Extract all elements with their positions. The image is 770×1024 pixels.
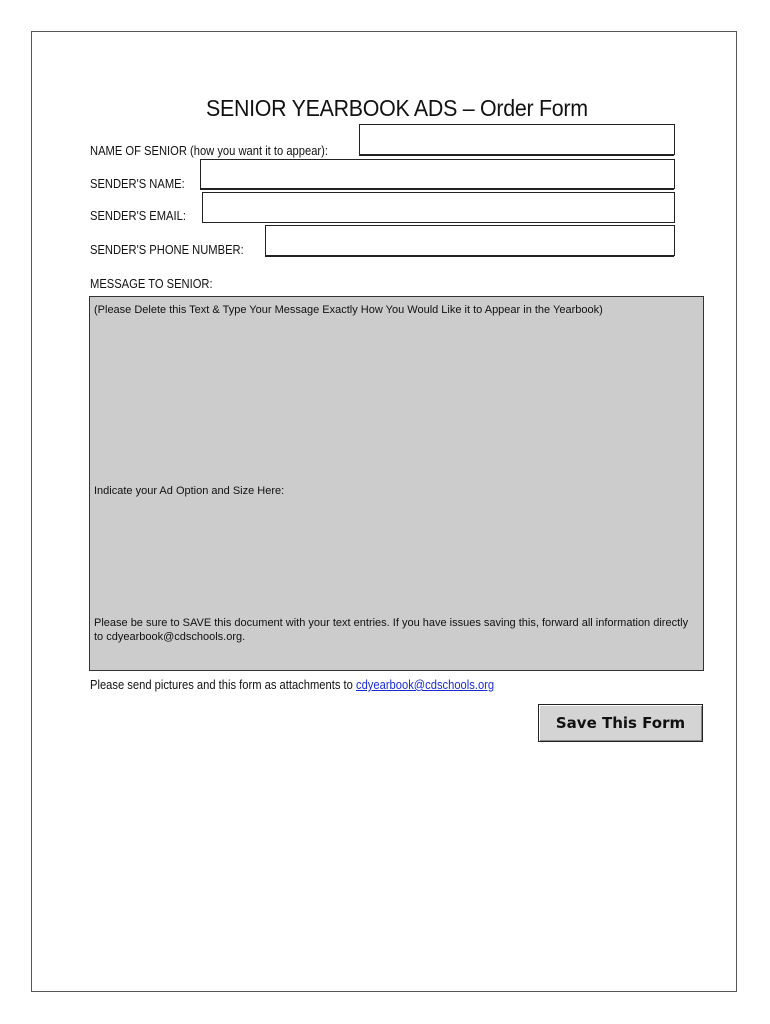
message-textarea[interactable]: [89, 296, 704, 671]
sender-name-label: SENDER'S NAME:: [90, 176, 185, 191]
send-instructions-text: Please send pictures and this form as attachments to: [90, 677, 356, 692]
message-instruction: (Please Delete this Text & Type Your Message Exactly How You Would Like it to Appear in the Yearbook): [94, 304, 603, 316]
sender-email-label: SENDER'S EMAIL:: [90, 208, 186, 223]
sender-phone-label: SENDER'S PHONE NUMBER:: [90, 242, 244, 257]
form-title: SENIOR YEARBOOK ADS – Order Form: [206, 95, 588, 121]
message-label: MESSAGE TO SENIOR:: [90, 276, 213, 291]
send-instructions: [90, 677, 494, 692]
sender-name-underline: [200, 189, 674, 190]
senior-name-label: NAME OF SENIOR (how you want it to appear):: [90, 143, 328, 158]
save-form-button[interactable]: Save This Form: [538, 704, 703, 742]
senior-name-field[interactable]: [359, 124, 675, 155]
sender-name-field[interactable]: [200, 159, 675, 189]
sender-phone-field[interactable]: [265, 225, 675, 256]
ad-option-prompt: Indicate your Ad Option and Size Here:: [94, 485, 285, 497]
sender-phone-underline: [265, 256, 674, 257]
sender-email-field[interactable]: [202, 192, 675, 223]
email-link[interactable]: cdyearbook@cdschools.org: [355, 677, 495, 692]
document-page: [31, 31, 737, 992]
senior-name-underline: [359, 155, 674, 156]
save-reminder: Please be sure to SAVE this document with your text entries. If you have issues saving this, forward all information directly to cdyearbook@cdschools.org.: [94, 617, 689, 643]
